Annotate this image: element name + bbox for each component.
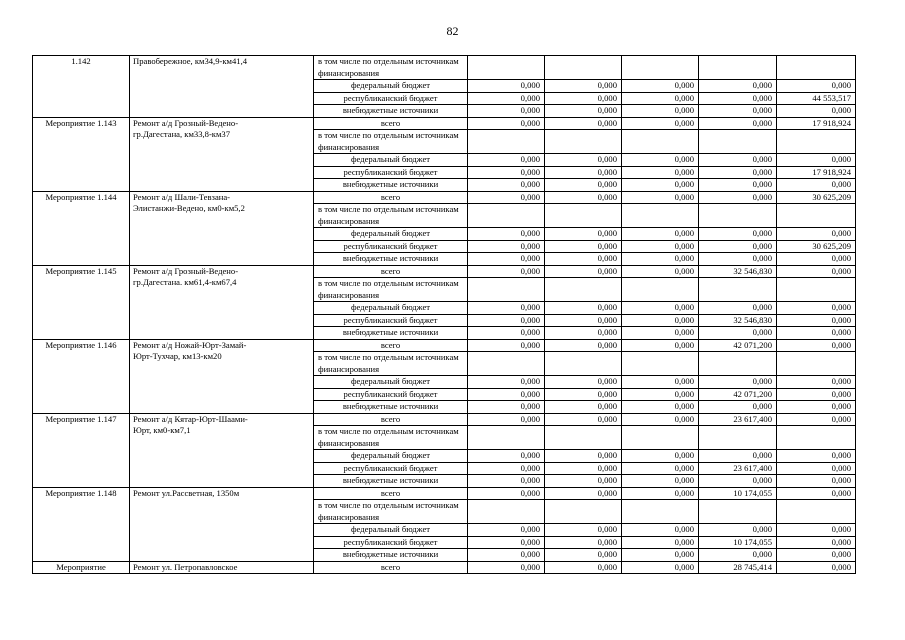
amount-cell: 0,000 (622, 339, 699, 352)
amount-cell: 30 625,209 (777, 191, 856, 204)
amount-cell: 0,000 (468, 549, 545, 562)
measure-name (130, 56, 314, 118)
amount-cell: 0,000 (622, 376, 699, 389)
table-row (33, 191, 856, 204)
amount-cell: 0,000 (468, 253, 545, 266)
amount-cell (699, 278, 777, 302)
financing-table (32, 55, 856, 574)
amount-cell (545, 56, 622, 80)
amount-cell: 0,000 (777, 105, 856, 118)
funding-source: федеральный бюджет (314, 376, 468, 389)
amount-cell (699, 130, 777, 154)
amount-cell: 0,000 (545, 302, 622, 315)
amount-cell: 0,000 (622, 327, 699, 340)
measure-code: Мероприятие (33, 561, 130, 574)
amount-cell: 0,000 (545, 475, 622, 488)
measure-code: 1.142 (33, 56, 130, 118)
amount-cell (545, 204, 622, 228)
amount-cell: 0,000 (468, 376, 545, 389)
amount-cell: 44 553,517 (777, 92, 856, 105)
amount-cell: 0,000 (545, 166, 622, 179)
amount-cell: 0,000 (545, 92, 622, 105)
funding-source: внебюджетные источники (314, 475, 468, 488)
amount-cell (468, 130, 545, 154)
amount-cell: 0,000 (777, 265, 856, 278)
amount-cell: 0,000 (699, 191, 777, 204)
measure-code: Мероприятие 1.144 (33, 191, 130, 265)
amount-cell: 0,000 (622, 487, 699, 500)
amount-cell: 0,000 (699, 376, 777, 389)
table-row (33, 413, 856, 426)
amount-cell: 0,000 (777, 487, 856, 500)
amount-cell: 0,000 (777, 524, 856, 537)
amount-cell: 0,000 (468, 154, 545, 167)
amount-cell: 28 745,414 (699, 561, 777, 574)
amount-cell (777, 204, 856, 228)
amount-cell: 0,000 (622, 228, 699, 241)
amount-cell: 0,000 (777, 154, 856, 167)
amount-cell: 0,000 (468, 450, 545, 463)
funding-source: внебюджетные источники (314, 401, 468, 414)
measure-name (130, 265, 314, 339)
amount-cell (777, 130, 856, 154)
amount-cell: 0,000 (545, 413, 622, 426)
amount-cell: 0,000 (622, 450, 699, 463)
amount-cell: 0,000 (699, 327, 777, 340)
funding-source: республиканский бюджет (314, 166, 468, 179)
funding-source: федеральный бюджет (314, 228, 468, 241)
amount-cell: 17 918,924 (777, 117, 856, 130)
amount-cell: 0,000 (622, 536, 699, 549)
amount-cell: 0,000 (699, 154, 777, 167)
amount-cell (622, 278, 699, 302)
measure-name (130, 191, 314, 265)
amount-cell: 0,000 (699, 179, 777, 192)
amount-cell: 42 071,200 (699, 339, 777, 352)
measure-name-line: Элистанжи-Ведено, км0-км5,2 (133, 203, 245, 213)
funding-source: внебюджетные источники (314, 105, 468, 118)
amount-cell (545, 426, 622, 450)
amount-cell: 0,000 (545, 524, 622, 537)
measure-code: Мероприятие 1.146 (33, 339, 130, 413)
amount-cell: 0,000 (468, 327, 545, 340)
funding-source: федеральный бюджет (314, 450, 468, 463)
amount-cell (622, 352, 699, 376)
table-row (33, 265, 856, 278)
amount-cell: 0,000 (545, 339, 622, 352)
measure-name-line: Ремонт ул.Рассветная, 1350м (133, 487, 240, 498)
amount-cell: 0,000 (777, 253, 856, 266)
funding-source: всего (314, 265, 468, 278)
amount-cell: 0,000 (468, 117, 545, 130)
measure-code: Мероприятие 1.143 (33, 117, 130, 191)
amount-cell: 0,000 (699, 302, 777, 315)
amount-cell: 0,000 (468, 536, 545, 549)
amount-cell: 0,000 (622, 179, 699, 192)
amount-cell (545, 352, 622, 376)
funding-source: всего (314, 339, 468, 352)
amount-cell: 0,000 (545, 401, 622, 414)
amount-cell: 0,000 (622, 253, 699, 266)
amount-cell: 0,000 (545, 450, 622, 463)
amount-cell (777, 426, 856, 450)
amount-cell: 0,000 (468, 265, 545, 278)
amount-cell: 0,000 (777, 401, 856, 414)
amount-cell: 10 174,055 (699, 536, 777, 549)
amount-cell: 0,000 (545, 265, 622, 278)
measure-name-line: гр.Дагестана, км33,8-км37 (133, 129, 231, 139)
amount-cell (468, 278, 545, 302)
amount-cell: 0,000 (468, 314, 545, 327)
funding-source: всего (314, 191, 468, 204)
amount-cell: 0,000 (777, 339, 856, 352)
amount-cell: 0,000 (699, 549, 777, 562)
measure-name-line: Ремонт а/д Грозный-Ведено- (133, 265, 239, 276)
page-number: 82 (446, 24, 459, 38)
amount-cell (468, 352, 545, 376)
amount-cell: 0,000 (468, 80, 545, 93)
amount-cell: 0,000 (777, 327, 856, 340)
amount-cell: 0,000 (699, 80, 777, 93)
amount-cell: 0,000 (545, 388, 622, 401)
amount-cell: 0,000 (468, 413, 545, 426)
amount-cell: 0,000 (777, 179, 856, 192)
amount-cell: 0,000 (468, 487, 545, 500)
funding-source: федеральный бюджет (314, 80, 468, 93)
amount-cell: 0,000 (699, 475, 777, 488)
amount-cell: 0,000 (468, 475, 545, 488)
amount-cell: 0,000 (545, 536, 622, 549)
measure-name-line: Ремонт ул. Петропавловское (133, 561, 238, 572)
amount-cell: 0,000 (699, 240, 777, 253)
amount-cell (777, 278, 856, 302)
amount-cell: 0,000 (545, 179, 622, 192)
amount-cell: 32 546,830 (699, 314, 777, 327)
amount-cell: 0,000 (622, 265, 699, 278)
amount-cell: 0,000 (545, 561, 622, 574)
amount-cell: 0,000 (545, 191, 622, 204)
table-row (33, 561, 856, 574)
amount-cell: 0,000 (545, 240, 622, 253)
amount-cell: 0,000 (545, 253, 622, 266)
amount-cell (622, 204, 699, 228)
amount-cell: 0,000 (545, 462, 622, 475)
funding-source: республиканский бюджет (314, 240, 468, 253)
amount-cell: 23 617,400 (699, 413, 777, 426)
funding-source: федеральный бюджет (314, 154, 468, 167)
amount-cell: 0,000 (777, 228, 856, 241)
measure-name-line: Юрт-Тухчар, км13-км20 (133, 351, 222, 361)
measure-code: Мероприятие 1.145 (33, 265, 130, 339)
amount-cell: 0,000 (777, 462, 856, 475)
amount-cell: 0,000 (468, 92, 545, 105)
amount-cell (468, 204, 545, 228)
amount-cell: 0,000 (699, 228, 777, 241)
funding-source: в том числе по отдельным источникам финансирования (314, 352, 468, 376)
amount-cell: 0,000 (622, 154, 699, 167)
amount-cell: 32 546,830 (699, 265, 777, 278)
table-row (33, 487, 856, 500)
amount-cell: 0,000 (622, 549, 699, 562)
amount-cell: 0,000 (468, 561, 545, 574)
funding-source: республиканский бюджет (314, 462, 468, 475)
funding-source: в том числе по отдельным источникам финансирования (314, 426, 468, 450)
measure-name (130, 339, 314, 413)
amount-cell: 0,000 (468, 524, 545, 537)
amount-cell (622, 500, 699, 524)
table-row (33, 117, 856, 130)
amount-cell: 0,000 (622, 117, 699, 130)
measure-name-line: Юрт, км0-км7,1 (133, 425, 191, 435)
amount-cell: 0,000 (545, 228, 622, 241)
amount-cell: 10 174,055 (699, 487, 777, 500)
amount-cell (545, 130, 622, 154)
amount-cell: 0,000 (468, 240, 545, 253)
amount-cell: 0,000 (699, 524, 777, 537)
funding-source: внебюджетные источники (314, 327, 468, 340)
amount-cell: 0,000 (622, 240, 699, 253)
amount-cell: 0,000 (468, 191, 545, 204)
amount-cell: 42 071,200 (699, 388, 777, 401)
amount-cell: 0,000 (777, 561, 856, 574)
amount-cell: 0,000 (622, 92, 699, 105)
amount-cell: 0,000 (699, 253, 777, 266)
amount-cell: 0,000 (777, 314, 856, 327)
amount-cell: 0,000 (468, 302, 545, 315)
funding-source: в том числе по отдельным источникам финансирования (314, 130, 468, 154)
amount-cell: 0,000 (699, 117, 777, 130)
amount-cell (699, 426, 777, 450)
amount-cell: 0,000 (622, 462, 699, 475)
amount-cell: 0,000 (699, 450, 777, 463)
measure-name-line: Ремонт а/д Кятар-Юрт-Шаами- (133, 413, 248, 424)
amount-cell (777, 56, 856, 80)
measure-code: Мероприятие 1.148 (33, 487, 130, 561)
amount-cell (545, 278, 622, 302)
amount-cell: 17 918,924 (777, 166, 856, 179)
amount-cell: 0,000 (622, 302, 699, 315)
amount-cell: 0,000 (777, 80, 856, 93)
measure-name-line: Ремонт а/д Грозный-Ведено- (133, 117, 239, 128)
amount-cell: 30 625,209 (777, 240, 856, 253)
measure-name (130, 561, 314, 574)
funding-source: в том числе по отдельным источникам финансирования (314, 204, 468, 228)
amount-cell: 0,000 (777, 475, 856, 488)
measure-name (130, 413, 314, 487)
amount-cell: 0,000 (622, 561, 699, 574)
funding-source: республиканский бюджет (314, 388, 468, 401)
amount-cell: 0,000 (545, 105, 622, 118)
amount-cell (699, 204, 777, 228)
amount-cell: 0,000 (622, 401, 699, 414)
amount-cell: 0,000 (699, 92, 777, 105)
amount-cell: 0,000 (622, 191, 699, 204)
amount-cell: 0,000 (777, 536, 856, 549)
amount-cell: 0,000 (545, 327, 622, 340)
funding-source: федеральный бюджет (314, 302, 468, 315)
amount-cell: 23 617,400 (699, 462, 777, 475)
amount-cell: 0,000 (622, 388, 699, 401)
table-row (33, 56, 856, 80)
amount-cell: 0,000 (699, 105, 777, 118)
amount-cell: 0,000 (468, 339, 545, 352)
amount-cell: 0,000 (777, 413, 856, 426)
amount-cell: 0,000 (777, 388, 856, 401)
measure-name (130, 117, 314, 191)
amount-cell: 0,000 (545, 549, 622, 562)
funding-source: всего (314, 487, 468, 500)
funding-source: внебюджетные источники (314, 549, 468, 562)
amount-cell: 0,000 (622, 314, 699, 327)
amount-cell (468, 500, 545, 524)
amount-cell: 0,000 (545, 487, 622, 500)
funding-source: республиканский бюджет (314, 536, 468, 549)
table-row (33, 339, 856, 352)
amount-cell: 0,000 (468, 401, 545, 414)
funding-source: республиканский бюджет (314, 92, 468, 105)
amount-cell: 0,000 (545, 117, 622, 130)
amount-cell (777, 352, 856, 376)
measure-code: Мероприятие 1.147 (33, 413, 130, 487)
measure-name-line: Ремонт а/д Ножай-Юрт-Замай- (133, 339, 247, 350)
amount-cell: 0,000 (777, 549, 856, 562)
amount-cell: 0,000 (545, 314, 622, 327)
amount-cell (777, 500, 856, 524)
amount-cell (699, 56, 777, 80)
amount-cell (545, 500, 622, 524)
amount-cell: 0,000 (622, 105, 699, 118)
amount-cell: 0,000 (545, 80, 622, 93)
amount-cell: 0,000 (622, 413, 699, 426)
amount-cell: 0,000 (777, 450, 856, 463)
amount-cell (468, 56, 545, 80)
amount-cell (622, 130, 699, 154)
amount-cell: 0,000 (622, 166, 699, 179)
funding-source: федеральный бюджет (314, 524, 468, 537)
amount-cell: 0,000 (468, 105, 545, 118)
amount-cell: 0,000 (699, 401, 777, 414)
funding-source: республиканский бюджет (314, 314, 468, 327)
amount-cell (468, 426, 545, 450)
amount-cell (622, 56, 699, 80)
amount-cell: 0,000 (622, 80, 699, 93)
measure-name-line: гр.Дагестана. км61,4-км67,4 (133, 277, 237, 287)
measure-name-line: Ремонт а/д Шали-Тевзана- (133, 191, 231, 202)
amount-cell: 0,000 (468, 388, 545, 401)
amount-cell: 0,000 (545, 376, 622, 389)
amount-cell: 0,000 (468, 166, 545, 179)
funding-source: всего (314, 413, 468, 426)
amount-cell: 0,000 (468, 228, 545, 241)
amount-cell: 0,000 (468, 179, 545, 192)
funding-source: в том числе по отдельным источникам финансирования (314, 278, 468, 302)
amount-cell (699, 352, 777, 376)
amount-cell: 0,000 (699, 166, 777, 179)
amount-cell: 0,000 (468, 462, 545, 475)
amount-cell (622, 426, 699, 450)
amount-cell: 0,000 (622, 475, 699, 488)
measure-name-line: Правобережное, км34,9-км41,4 (133, 56, 248, 66)
amount-cell: 0,000 (545, 154, 622, 167)
funding-source: в том числе по отдельным источникам финансирования (314, 500, 468, 524)
funding-source: всего (314, 561, 468, 574)
amount-cell: 0,000 (622, 524, 699, 537)
amount-cell: 0,000 (777, 376, 856, 389)
amount-cell (699, 500, 777, 524)
amount-cell: 0,000 (777, 302, 856, 315)
funding-source: внебюджетные источники (314, 253, 468, 266)
funding-source: внебюджетные источники (314, 179, 468, 192)
funding-source: в том числе по отдельным источникам финансирования (314, 56, 468, 80)
measure-name (130, 487, 314, 561)
funding-source: всего (314, 117, 468, 130)
